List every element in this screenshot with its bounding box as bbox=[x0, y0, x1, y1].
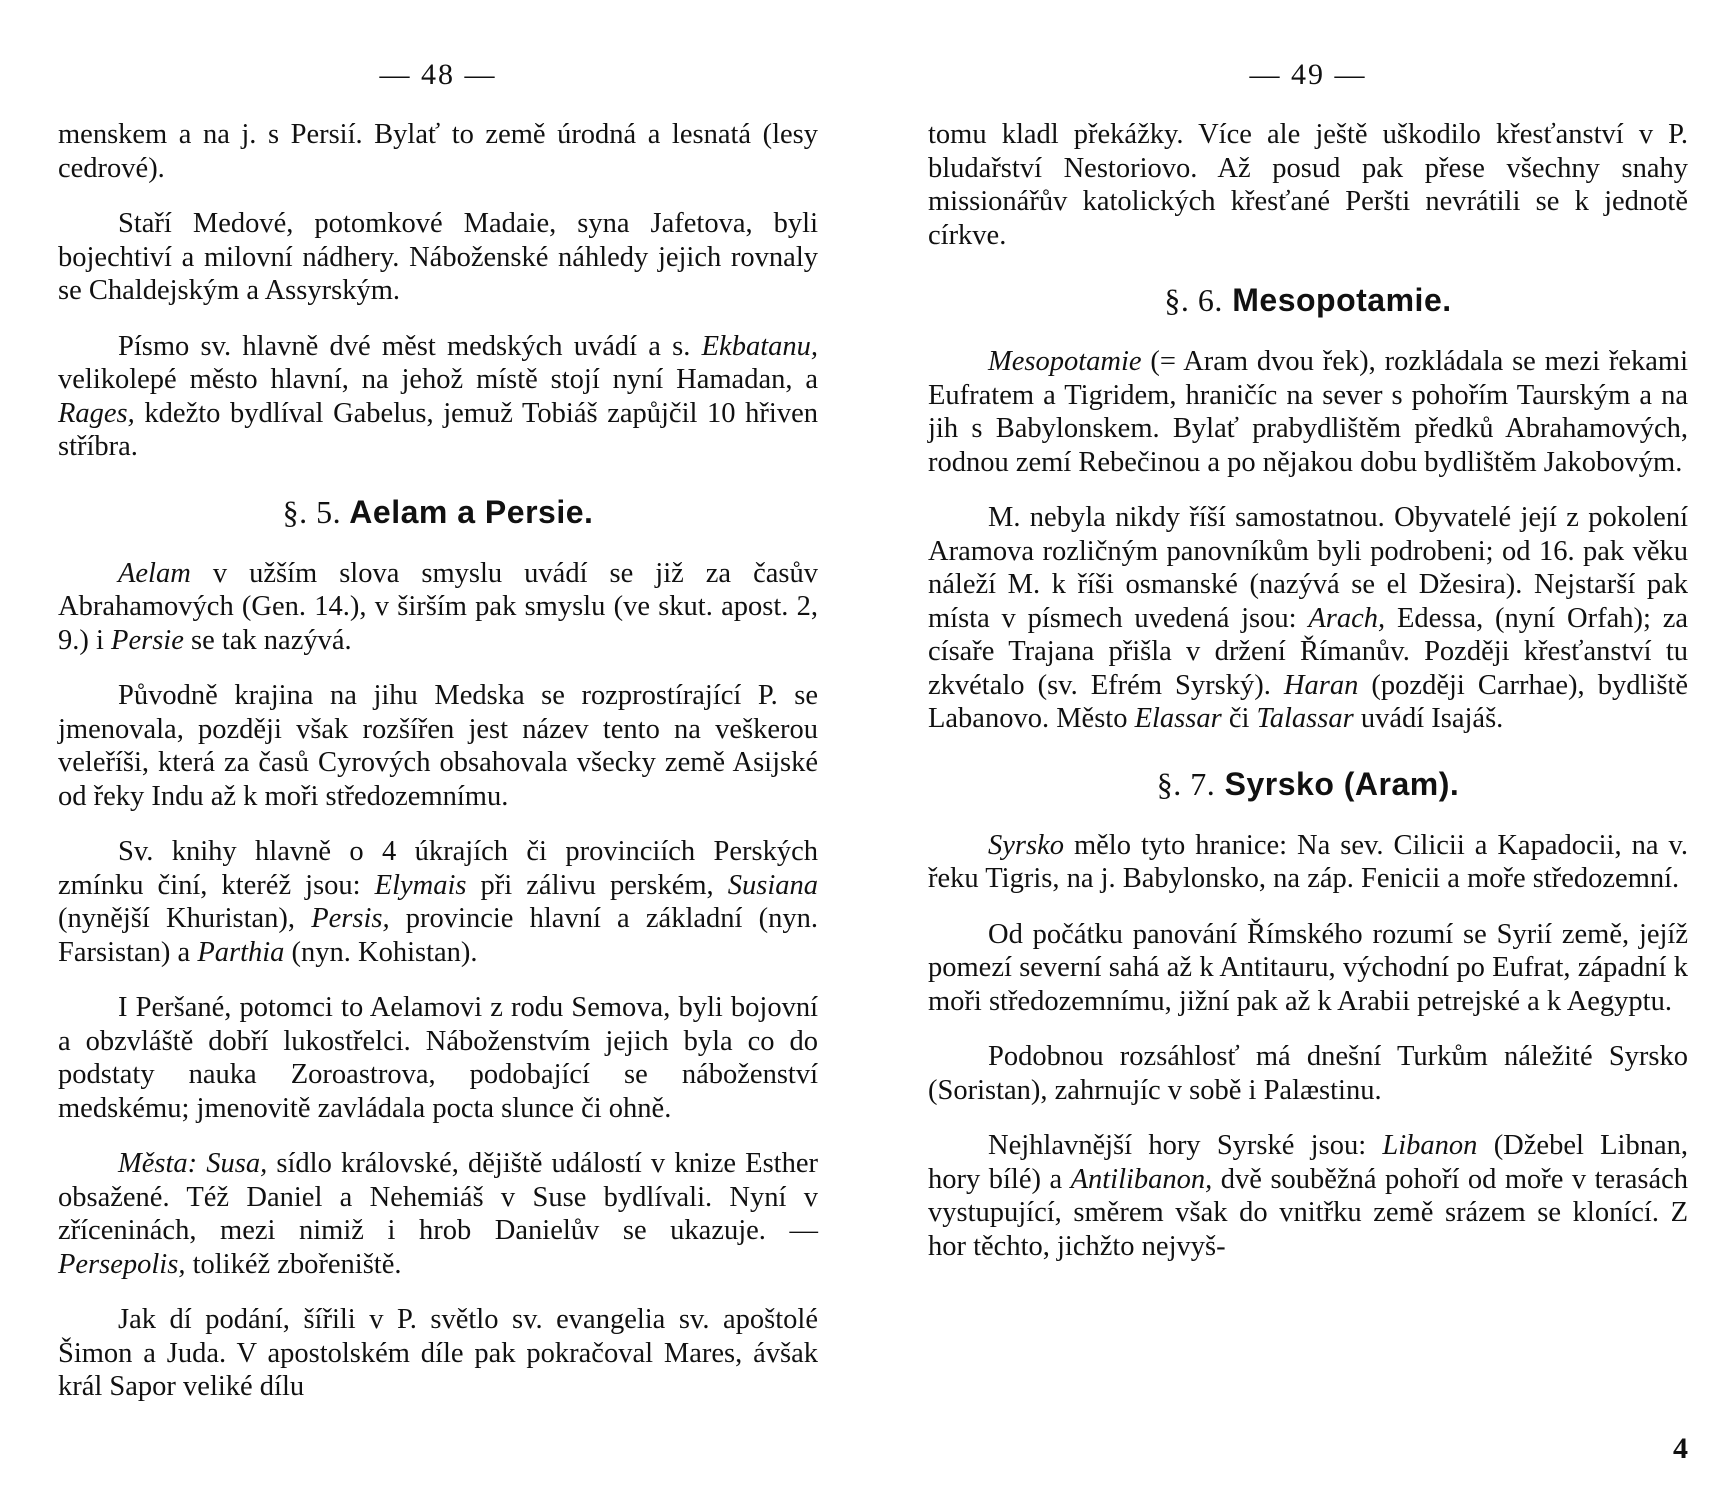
italic-term: Persis, bbox=[311, 903, 390, 934]
text-run: Nejhlavnější hory Syrské jsou: bbox=[988, 1130, 1383, 1161]
text-run: (= Aram dvou řek), rozkládala se mezi řekami Eufratem a Tigridem, hraničíc na sever s pohořím Taurským a na jih s Babylonskem. Bylať prabydlištěm předků Abrahamových, rodnou zemí Rebečinou a po nějakou dobu bydlištěm Jakobovým. bbox=[928, 346, 1688, 478]
section-title: Syrsko (Aram). bbox=[1224, 765, 1460, 802]
paragraph bbox=[928, 501, 1688, 736]
text-run: kdežto bydlíval Gabelus, jemuž Tobiáš zapůjčil 10 hřiven stříbra. bbox=[58, 397, 818, 462]
text-run: v užším slova smyslu uvádí se již za časův Abrahamových (Gen. 14.), v širším pak smyslu (ve skut. apost. 2, 9.) i bbox=[58, 557, 818, 656]
signature-mark: 4 bbox=[1673, 1432, 1688, 1465]
section-title: Aelam a Persie. bbox=[349, 493, 594, 530]
italic-term: Aelam bbox=[118, 557, 191, 589]
section-number: §. 6. bbox=[1164, 282, 1223, 318]
paragraph bbox=[928, 345, 1688, 479]
paragraph bbox=[58, 1147, 818, 1281]
italic-term: Libanon bbox=[1382, 1130, 1478, 1161]
italic-term: Elassar bbox=[1134, 703, 1222, 734]
section-heading bbox=[928, 766, 1688, 803]
section-number: §. 5. bbox=[282, 493, 342, 530]
text-run: (později Carrhae), bydliště Labanovo. Město bbox=[928, 669, 1688, 734]
italic-term: Talassar bbox=[1256, 703, 1354, 734]
text-run: Písmo sv. hlavně dvé měst medských uvádí a s. bbox=[118, 330, 702, 362]
text-run: či bbox=[1221, 703, 1257, 734]
italic-term: Haran bbox=[1283, 669, 1359, 701]
page-body bbox=[58, 118, 818, 1426]
page-number: — 49 — bbox=[1249, 58, 1367, 91]
section-title: Mesopotamie. bbox=[1232, 282, 1452, 318]
text-run: (Džebel Libnan, hory bílé) a bbox=[928, 1130, 1689, 1195]
text-run: M. nebyla nikdy říší samostatnou. Obyvatelé její z pokolení Aramova rozličným panovníkům byli podrobeni; od 16. pak věku náleží M. k říši osmanské (nazývá se el Džesira). Nejstarší pak místa v písmech uvedená jsou: bbox=[928, 502, 1688, 634]
text-run: Edessa, (nyní Orfah); za císaře Trajana přišla v držení Římanův. Později křesťanství tu zkvétalo (sv. Efrém Syrský). bbox=[928, 602, 1688, 701]
text-run: dvě souběžná pohoří od moře v terasách vystupující, směrem však do vnitřku země srázem se klonící. Z hor těchto, jichžto nejvyš- bbox=[928, 1163, 1688, 1262]
text-run: tolikéž zbořeniště. bbox=[185, 1248, 402, 1280]
italic-term: Persepolis, bbox=[58, 1248, 186, 1280]
paragraph bbox=[58, 330, 818, 464]
paragraph: Od počátku panování Římského rozumí se Syrií země, jejíž pomezí severní sahá až k Antitauru, východní po Eufrat, západní k moři středozemnímu, jižní pak až k Arabii petrejské a k Aegyptu. bbox=[928, 918, 1688, 1017]
text-run: sídlo královské, dějiště událostí v knize Esther obsažené. Též Daniel a Nehemiáš v Suse bydlívali. Nyní v zříceninách, mezi nimiž i hrob Danielův se ukazuje. — bbox=[58, 1148, 818, 1246]
text-run: se tak nazývá. bbox=[183, 624, 352, 656]
paragraph: menskem a na j. s Persií. Bylať to země úrodná a lesnatá (lesy cedrové). bbox=[58, 119, 818, 184]
paragraph: Původně krajina na jihu Medska se rozprostírající P. se jmenovala, později však rozšířen jest název tento na veškerou veleříši, která za časů Cyrových obsahovala všecky země Asijské od řeky Indu až k moři středozemnímu. bbox=[58, 680, 818, 812]
page-body bbox=[928, 118, 1688, 1285]
italic-term: Elymais bbox=[374, 869, 467, 901]
italic-term: Arach, bbox=[1308, 602, 1386, 634]
italic-term: Antilibanon, bbox=[1070, 1163, 1213, 1195]
italic-term: Mesopotamie bbox=[988, 346, 1142, 377]
italic-term: Susiana bbox=[727, 869, 818, 901]
italic-term: Rages, bbox=[58, 397, 135, 429]
italic-term: Ekbatanu, bbox=[701, 330, 818, 362]
text-run: provincie hlavní a základní (nyn. Farsistan) a bbox=[58, 903, 818, 968]
paragraph bbox=[58, 557, 818, 658]
italic-term: Syrsko bbox=[988, 829, 1064, 861]
italic-term: Persie bbox=[111, 624, 184, 656]
paragraph: Jak dí podání, šířili v P. světlo sv. evangelia sv. apoštolé Šimon a Juda. V apostolském díle pak pokračoval Mares, ávšak král Sapor veliké dílu bbox=[58, 1304, 818, 1402]
page-number: — 48 — bbox=[379, 58, 497, 91]
paragraph: Staří Medové, potomkové Madaie, syna Jafetova, byli bojechtiví a milovní nádhery. Náboženské náhledy jejich rovnaly se Chaldejským a Assyrským. bbox=[58, 208, 818, 306]
paragraph: I Peršané, potomci to Aelamovi z rodu Semova, byli bojovní a obzvláště dobří lukostřelci. Náboženstvím jejich byla co do podstaty nauka Zoroastrova, podobající se náboženství medskému; jmenovitě zavládala pocta slunce či ohně. bbox=[58, 992, 818, 1124]
section-heading bbox=[928, 282, 1688, 319]
text-run: mělo tyto hranice: Na sev. Cilicii a Kapadocii, na v. řeku Tigris, na j. Babylonsko, na záp. Fenicii a moře středozemní. bbox=[928, 829, 1688, 894]
paragraph bbox=[58, 835, 818, 969]
italic-term: Parthia bbox=[197, 936, 285, 968]
section-number: §. 7. bbox=[1156, 765, 1216, 802]
text-run: Sv. knihy hlavně o 4 úkrajích či provinciích Perských zmínku činí, kteréž jsou: bbox=[58, 836, 818, 901]
text-run: při zálivu perském, bbox=[466, 869, 728, 901]
text-run: (nyn. Kohistan). bbox=[284, 936, 478, 968]
paragraph bbox=[928, 1129, 1688, 1263]
text-run: uvádí Isajáš. bbox=[1353, 703, 1504, 734]
paragraph bbox=[928, 829, 1688, 896]
paragraph: Podobnou rozsáhlosť má dnešní Turkům náležité Syrsko (Soristan), zahrnujíc v sobě i Palæstinu. bbox=[928, 1041, 1688, 1106]
section-heading bbox=[58, 494, 818, 531]
italic-term: Města: Susa, bbox=[118, 1148, 268, 1179]
paragraph: tomu kladl překážky. Více ale ještě uškodilo křesťanství v P. bludařství Nestoriovo. Až posud pak přese všechny snahy missionářův katolických křesťané Peršti nevrátili se k jednotě církve. bbox=[928, 119, 1688, 251]
text-run: velikolepé město hlavní, na jehož místě stojí nyní Hamadan, a bbox=[58, 364, 818, 395]
text-run: (nynější Khuristan), bbox=[58, 903, 312, 934]
